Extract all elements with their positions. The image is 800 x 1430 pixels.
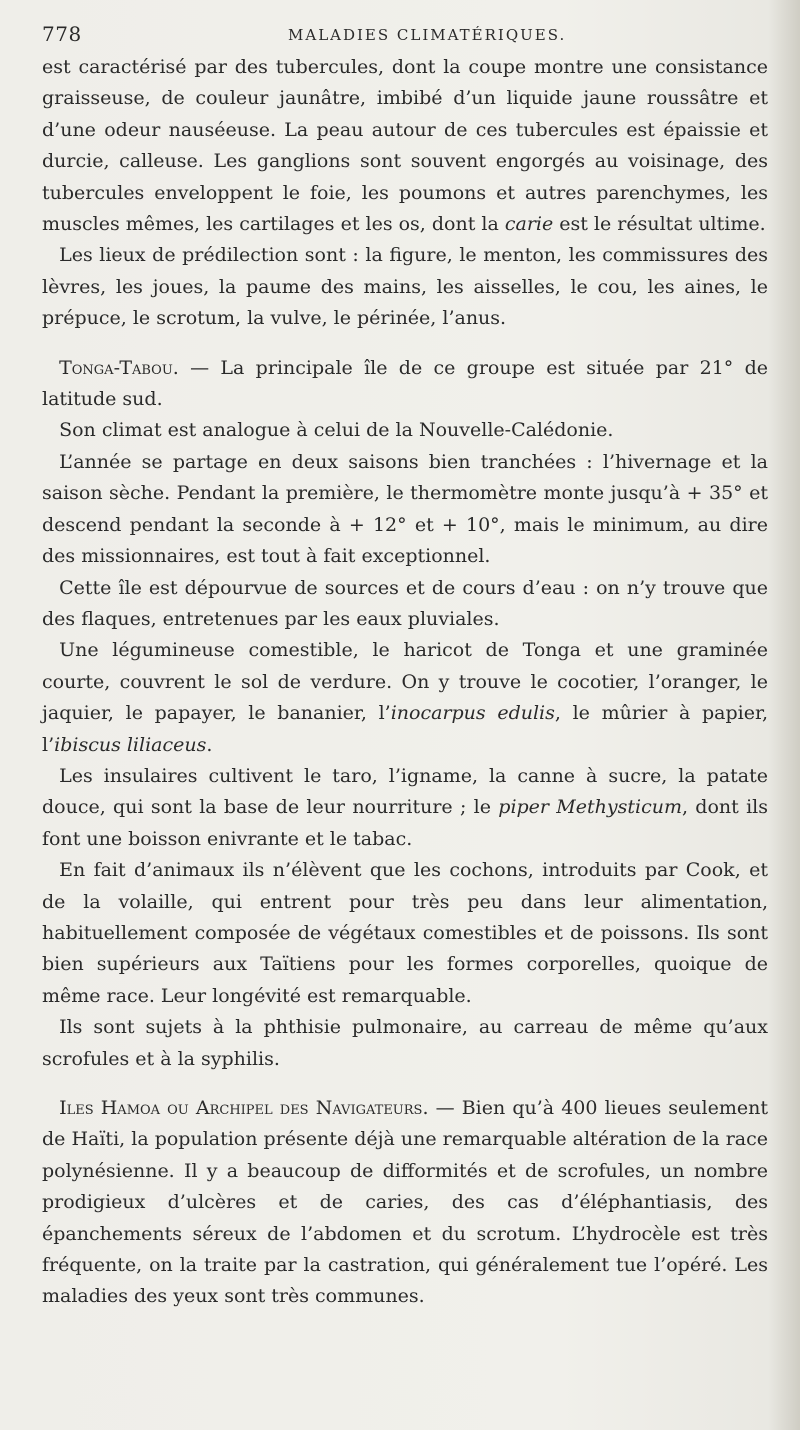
section-heading: Iles Hamoa ou Archipel des Navigateurs. xyxy=(59,1097,429,1119)
section-heading: Tonga-Tabou. xyxy=(59,356,179,379)
text-run: . xyxy=(206,733,213,756)
text-run: Ils sont sujets à la phthisie pulmonaire, au carreau de même qu’aux scrofules et à la syphilis. xyxy=(42,1016,768,1070)
text-run: Une légumineuse comestible, le haricot de Tonga et une graminée courte, couvrent le sol de verdure. On y trouve le cocotier, l’oranger, le jaquier, le papayer, le bananier, l’ xyxy=(42,639,768,725)
text-run: Cette île est dépourvue de sources et de cours d’eau : on n’y trouve que des flaques, entretenues par les eaux pluviales. xyxy=(42,576,768,630)
body-text xyxy=(42,52,768,1313)
paragraph xyxy=(42,855,768,1012)
text-run: , dont ils font une boisson enivrante et le tabac. xyxy=(42,796,768,850)
text-run: est caractérisé par des tubercules, dont la coupe montre une consistance graisseuse, de couleur jaunâtre, imbibé d’un liquide jaune roussâtre et d’une odeur nauséeuse. La peau autour de ces tubercules est épaissie et durcie, calleuse. Les ganglions sont souvent engorgés au voisinage, des tubercules enveloppent le foie, les poumons et autres parenchymes, les muscles mêmes, les cartilages et les os, dont la xyxy=(42,56,768,236)
paragraph xyxy=(42,761,768,855)
paragraph xyxy=(42,52,768,240)
text-run: Les lieux de prédilection sont : la figure, le menton, les commissures des lèvres, les joues, la paume des mains, les aisselles, le cou, les aines, le prépuce, le scrotum, la vulve, le périnée, l’anus. xyxy=(42,244,768,330)
text-run: En fait d’animaux ils n’élèvent que les cochons, introduits par Cook, et de la volaille, qui entrent pour très peu dans leur alimentation, habituellement composée de végétaux comestibles et de poissons. Ils sont bien supérieurs aux Taïtiens pour les formes corporelles, quoique de même race. Leur longévité est remarquable. xyxy=(42,859,768,1007)
paragraph xyxy=(42,353,768,416)
running-title: MALADIES CLIMATÉRIQUES. xyxy=(288,26,567,44)
text-run: L’année se partage en deux saisons bien tranchées : l’hivernage et la saison sèche. Pendant la première, le thermomètre monte jusqu’à + 35° et descend pendant la seconde à + 12° et + 10°, mais le minimum, au dire des missionnaires, est tout à fait exceptionnel. xyxy=(42,450,768,568)
paragraph xyxy=(42,1093,768,1313)
text-run: Les insulaires cultivent le taro, l’igname, la canne à sucre, la patate douce, qui sont la base de leur nourriture ; le xyxy=(42,764,768,819)
text-run: — La principale île de ce groupe est située par 21° de latitude sud. xyxy=(42,356,768,411)
italic-term: piper Methysticum xyxy=(498,796,682,819)
text-run: est le résultat ultime. xyxy=(553,213,766,236)
text-run: Son climat est analogue à celui de la Nouvelle-Calédonie. xyxy=(59,419,614,442)
italic-term: ibiscus liliaceus xyxy=(54,733,207,756)
page-header xyxy=(42,18,782,50)
paragraph xyxy=(42,1012,768,1075)
italic-term: inocarpus edulis xyxy=(390,702,555,725)
text-run: — Bien qu’à 400 lieues seulement de Haïti, la population présente déjà une remarquable altération de la race polynésienne. Il y a beaucoup de difformités et de scrofules, un nombre prodigieux d’ulcères et de caries, des cas d’éléphantiasis, des épanchements séreux de l’abdomen et du scrotum. L’hydrocèle est très fréquente, on la traite par la castration, qui généralement tue l’opéré. Les maladies des yeux sont très communes. xyxy=(42,1097,768,1308)
paragraph xyxy=(42,447,768,573)
paragraph xyxy=(42,635,768,761)
page-number: 778 xyxy=(42,22,82,46)
paragraph xyxy=(42,415,768,446)
paragraph xyxy=(42,573,768,636)
italic-term: carie xyxy=(504,213,554,236)
paragraph xyxy=(42,240,768,334)
text-run: , le mûrier à papier, l’ xyxy=(42,702,768,756)
